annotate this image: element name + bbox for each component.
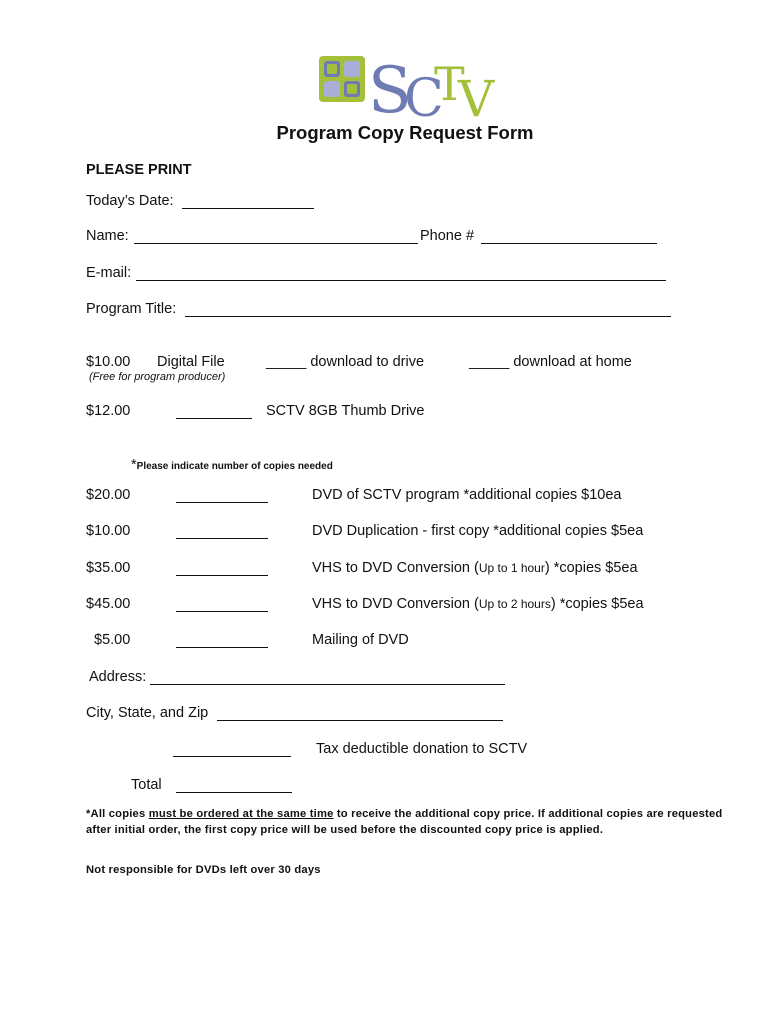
item-price-3: $35.00 [86, 560, 131, 576]
city-state-zip-label: City, State, and Zip [86, 705, 209, 721]
item-qty-5[interactable] [176, 647, 268, 648]
city-state-zip-field[interactable] [217, 720, 503, 721]
item-price-1: $20.00 [86, 487, 131, 503]
program-title-field[interactable] [185, 316, 671, 317]
item-desc-3 [312, 560, 638, 576]
todays-date-field[interactable] [182, 208, 314, 209]
item-price-2: $10.00 [86, 523, 131, 539]
item-qty-4[interactable] [176, 611, 268, 612]
donation-label: Tax deductible donation to SCTV [316, 741, 528, 757]
item-desc-2: DVD Duplication - first copy *additional copies $5ea [312, 523, 644, 539]
thumb-price: $12.00 [86, 403, 131, 419]
item-desc-4-b: ) *copies $5ea [550, 596, 644, 612]
sctv-logo [316, 44, 496, 122]
phone-field[interactable] [481, 243, 657, 244]
download-home-label: download at home [513, 354, 632, 370]
item-desc-1: DVD of SCTV program *additional copies $10ea [312, 487, 622, 503]
name-field[interactable] [134, 243, 418, 244]
item-desc-4 [312, 596, 644, 612]
copies-policy-b: to receive the additional copy price. If additional copies are requested after initial order, the first copy price will be used before the discounted copy price is applied. [86, 808, 723, 836]
download-drive-label: download to drive [310, 354, 425, 370]
digital-note: (Free for program producer) [89, 371, 226, 383]
svg-text:S: S [368, 54, 412, 122]
address-field[interactable] [150, 684, 505, 685]
digital-file-label: Digital File [157, 354, 225, 370]
email-label: E-mail: [86, 265, 132, 281]
svg-text:T: T [434, 57, 465, 111]
download-drive-option[interactable] [266, 354, 424, 370]
total-field[interactable] [176, 792, 292, 793]
please-print-label: PLEASE PRINT [86, 162, 192, 178]
copies-note [131, 456, 333, 474]
item-desc-3-a: VHS to DVD Conversion ( [312, 560, 479, 576]
item-desc-4-small: Up to 2 hours [478, 597, 551, 611]
download-drive-blank: _____ [266, 354, 307, 370]
name-label: Name: [86, 228, 129, 244]
download-home-option[interactable] [469, 354, 632, 370]
item-qty-2[interactable] [176, 538, 268, 539]
item-qty-3[interactable] [176, 575, 268, 576]
item-desc-3-small: Up to 1 hour [478, 561, 545, 575]
item-desc-3-b: ) *copies $5ea [544, 560, 638, 576]
phone-label: Phone # [420, 228, 475, 244]
copies-policy-note [86, 806, 726, 838]
thumb-qty-field[interactable] [176, 418, 252, 419]
donation-field[interactable] [173, 756, 291, 757]
total-label: Total [131, 777, 162, 793]
item-desc-5: Mailing of DVD [312, 632, 409, 648]
digital-price: $10.00 [86, 354, 131, 370]
svg-text:V: V [458, 70, 495, 122]
copies-policy-underlined: must be ordered at the same time [148, 808, 334, 820]
copies-note-text: Please indicate number of copies needed [136, 461, 333, 472]
item-qty-1[interactable] [176, 502, 268, 503]
page-title: Program Copy Request Form [276, 122, 534, 143]
item-desc-4-a: VHS to DVD Conversion ( [312, 596, 479, 612]
download-home-blank: _____ [469, 354, 510, 370]
address-label: Address: [89, 669, 147, 685]
dvd-responsibility-note: Not responsible for DVDs left over 30 days [86, 864, 321, 876]
email-field[interactable] [136, 280, 666, 281]
thumb-label: SCTV 8GB Thumb Drive [266, 403, 425, 419]
copies-note-star: * [131, 457, 137, 473]
program-title-label: Program Title: [86, 301, 177, 317]
todays-date-label: Today’s Date: [86, 193, 174, 209]
item-price-5: $5.00 [94, 632, 131, 648]
copies-policy-a: *All copies [86, 808, 149, 820]
svg-text:C: C [404, 69, 444, 122]
item-price-4: $45.00 [86, 596, 131, 612]
